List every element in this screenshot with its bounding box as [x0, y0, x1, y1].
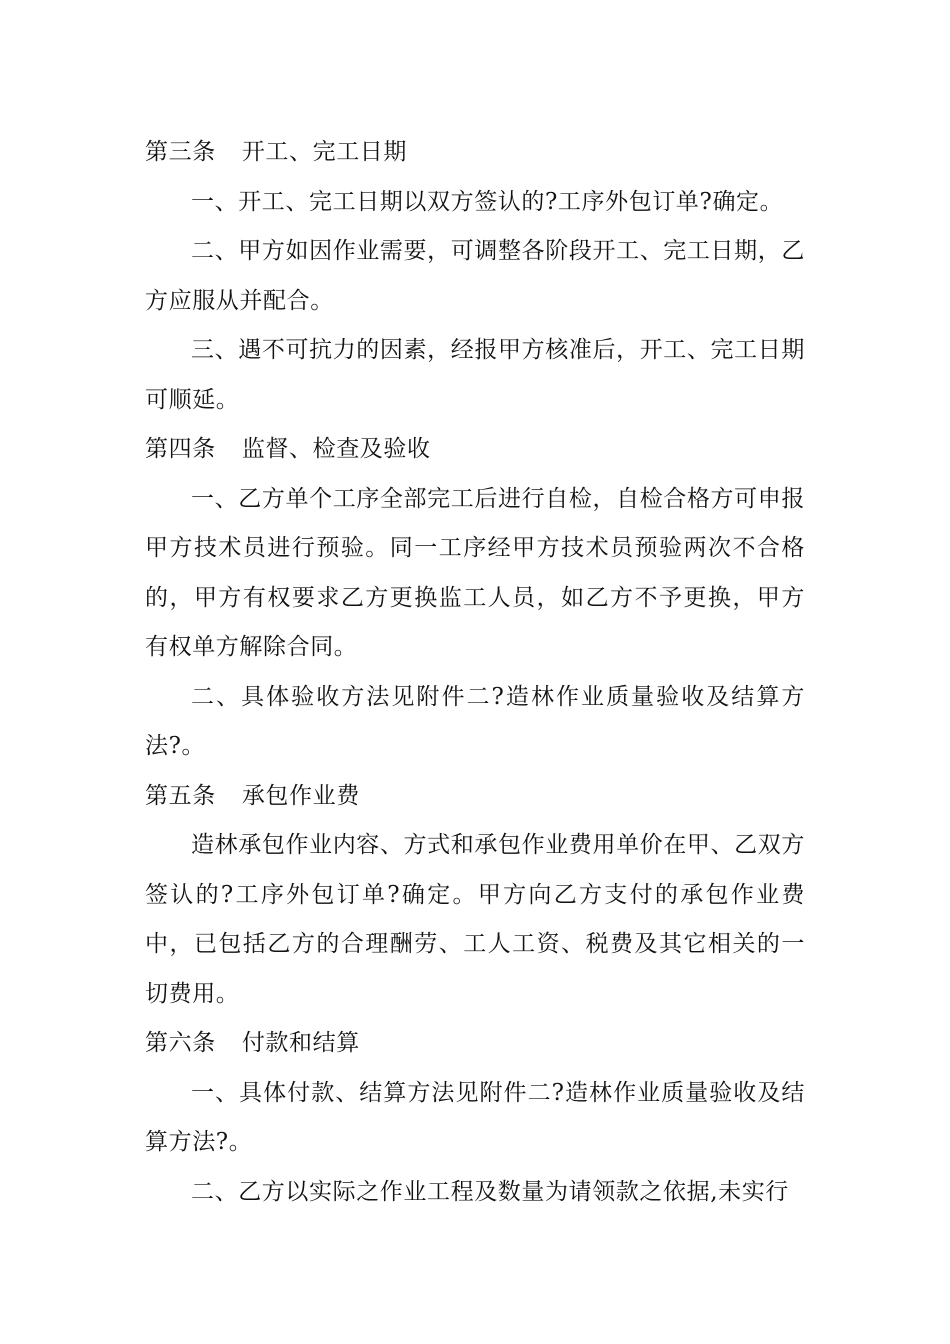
- article-number: 第四条: [145, 436, 216, 462]
- article-heading: [145, 128, 805, 178]
- article-number: 第三条: [145, 139, 216, 165]
- article-title: 监督、检查及验收: [241, 436, 431, 462]
- paragraph: 一、乙方单个工序全部完工后进行自检，自检合格方可申报甲方技术员进行预验。同一工序经甲方技术员预验两次不合格的，甲方有权要求乙方更换监工人员，如乙方不予更换，甲方有权单方解除合同。: [145, 485, 805, 660]
- article-number: 第五条: [145, 782, 216, 809]
- article-heading: [145, 1019, 805, 1069]
- article-title: 开工、完工日期: [241, 139, 408, 165]
- paragraph: 一、具体付款、结算方法见附件二?造林作业质量验收及结算方法?。: [145, 1079, 805, 1155]
- paragraph: 造林承包作业内容、方式和承包作业费用单价在甲、乙双方签认的?工序外包订单?确定。甲方向乙方支付的承包作业费中，已包括乙方的合理酬劳、工人工资、税费及其它相关的一切费用。: [145, 832, 805, 1007]
- paragraph: 二、甲方如因作业需要，可调整各阶段开工、完工日期，乙方应服从并配合。: [145, 238, 805, 314]
- article-heading: [145, 425, 805, 475]
- article-title: 承包作业费: [241, 782, 360, 809]
- article-title: 付款和结算: [241, 1030, 360, 1056]
- paragraph: 二、具体验收方法见附件二?造林作业质量验收及结算方法?。: [145, 683, 805, 759]
- paragraph: 二、乙方以实际之作业工程及数量为请领款之依据,未实行: [191, 1178, 789, 1205]
- article-heading: [145, 772, 805, 822]
- article-number: 第六条: [145, 1030, 216, 1056]
- paragraph: 一、开工、完工日期以双方签认的?工序外包订单?确定。: [191, 188, 784, 215]
- document-body: [145, 128, 805, 1217]
- paragraph: 三、遇不可抗力的因素，经报甲方核准后，开工、完工日期可顺延。: [145, 337, 805, 413]
